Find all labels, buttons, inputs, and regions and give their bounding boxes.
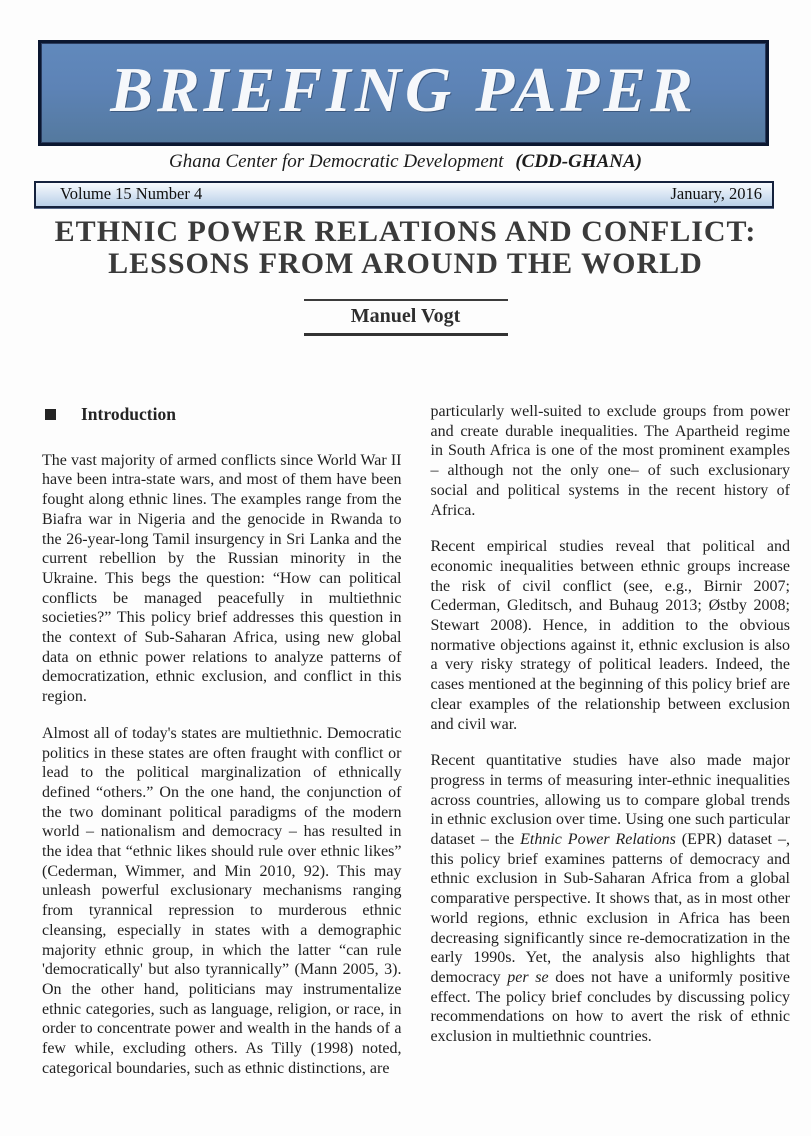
section-heading <box>45 405 402 425</box>
right-column <box>431 402 791 1079</box>
org-name: Ghana Center for Democratic Development <box>169 151 504 172</box>
author-rule-bottom <box>304 333 508 336</box>
paper-title <box>0 216 811 280</box>
issue-date: January, 2016 <box>670 184 762 203</box>
paper-title-line1: ETHNIC POWER RELATIONS AND CONFLICT: <box>54 215 757 248</box>
paper-title-line2: LESSONS FROM AROUND THE WORLD <box>108 247 703 280</box>
org-acronym: (CDD-GHANA) <box>515 151 642 172</box>
body-columns <box>42 402 790 1079</box>
left-column <box>42 402 402 1079</box>
paragraph: Almost all of today's states are multiethnic. Democratic politics in these states are often fraught with conflict or lead to the political marginalization of ethnically defined “others.” On the one hand, the conjunction of the two dominant political paradigms of the modern world – nationalism and democracy – has resulted in the idea that “ethnic likes should rule over ethnic likes” (Cederman, Wimmer, and Min 2010, 92). This may unleash powerful exclusionary mechanisms ranging from tyrannical repression to murderous ethnic cleansing, especially in states with a demographic majority ethnic group, in which the latter “can rule 'democratically' but also tyrannically” (Mann 2005, 3). On the other hand, politicians may instrumentalize ethnic categories, such as language, religion, or race, in order to concentrate power and wealth in the hands of a few while, excluding others. As Tilly (1998) noted, categorical boundaries, such as ethnic distinctions, are <box>42 724 402 1077</box>
issue-bar <box>34 181 774 208</box>
masthead-banner <box>38 40 769 146</box>
paragraph: The vast majority of armed conflicts since World War II have been intra-state wars, and most of them have been fought along ethnic lines. The examples range from the Biafra war in Nigeria and the genocide in Rwanda to the 26-year-long Tamil insurgency in Sri Lanka and the current rebellion by the Russian minority in the Ukraine. This begs the question: “How can political conflicts be managed peacefully in multiethnic societies?” This policy brief addresses this question in the context of Sub-Saharan Africa, using new global data on ethnic power relations to analyze patterns of democratization, ethnic exclusion, and conflict in this region. <box>42 451 402 706</box>
section-heading-label: Introduction <box>81 404 176 424</box>
author-name: Manuel Vogt <box>350 305 461 327</box>
banner-title: BRIEFING PAPER <box>110 54 697 125</box>
paragraph: Recent empirical studies reveal that political and economic inequalities between ethnic groups increase the risk of civil conflict (see, e.g., Birnir 2007; Cederman, Gleditsch, and Buhaug 2013; Østby 2008; Stewart 2008). Hence, in addition to the obvious normative objections against it, ethnic exclusion is also a very risky strategy of political leaders. Indeed, the cases mentioned at the beginning of this policy brief are clear examples of the relationship between exclusion and civil war. <box>430 538 790 733</box>
paragraph: Recent quantitative studies have also made major progress in terms of measuring inter-ethnic inequalities across countries, allowing us to compare global trends in ethnic exclusion over time. Using one such particular dataset – the Ethnic Power Relations (EPR) dataset –, this policy brief examines patterns of democracy and ethnic exclusion in Sub-Saharan Africa from a global comparative perspective. It shows that, as in most other world regions, ethnic exclusion in Africa has been decreasing significantly since re-democratization in the early 1990s. Yet, the analysis also highlights that democracy per se does not have a uniformly positive effect. The policy brief concludes by discussing policy recommendations on how to avert the risk of ethnic exclusion in multiethnic countries. <box>430 752 791 1046</box>
volume-label: Volume 15 Number 4 <box>60 184 203 203</box>
org-line <box>0 151 811 173</box>
paragraph: particularly well-suited to exclude groups from power and create durable inequalities. The Apartheid regime in South Africa is one of the most prominent examples – although not the only one– of such exclusionary social and political systems in the recent history of Africa. <box>430 403 790 519</box>
square-bullet-icon <box>45 409 56 420</box>
author-block <box>304 299 508 336</box>
